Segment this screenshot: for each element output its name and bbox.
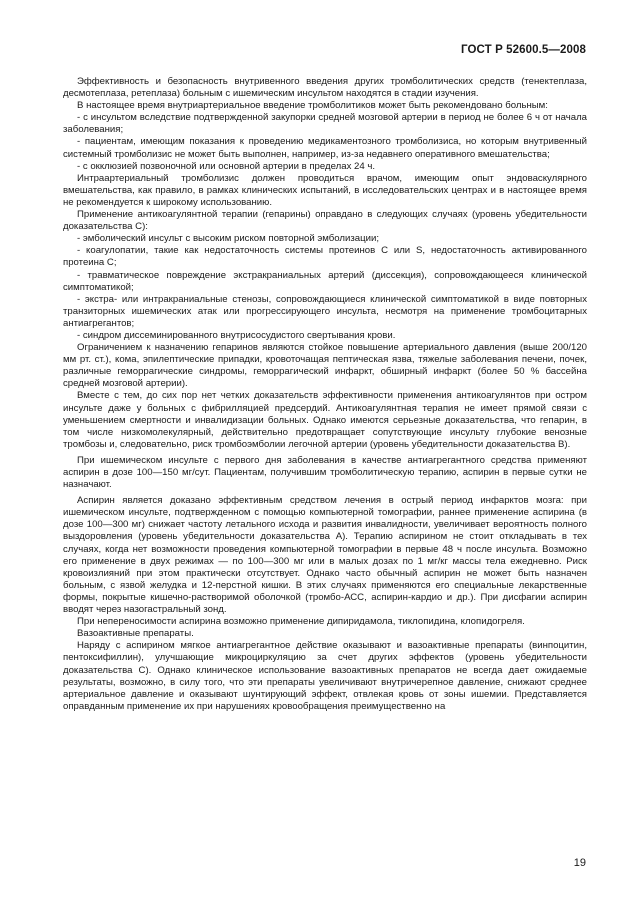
paragraph: Вместе с тем, до сих пор нет четких доказательств эффективности применения антикоагулянтов при остром инсульте даже у больных с фибрилляцией предсердий. Антикоагулянтная терапия не имеет прямой связи с уменьшением смертности и инвалидизации больных. Однако имеются серьезные доказательства, что гепарин, в том числе низкомолекулярный, действительно предотвращает сопутствующие инсульту глубокие венозные тромбозы и, следовательно, риск тромбоэмболии легочной артерии (уровень убедительности доказательства В). (63, 390, 587, 450)
paragraph: Интраартериальный тромболизис должен проводиться врачом, имеющим опыт эндоваскулярного вмешательства, как правило, в рамках клинических испытаний, в исследовательских центрах и в настоящее время не рекомендуется к широкому использованию. (63, 172, 587, 208)
paragraph: В настоящее время внутриартериальное введение тромболитиков может быть рекомендовано больным: (77, 100, 548, 112)
document-body (63, 76, 587, 713)
paragraph: - с инсультом вследствие подтвержденной закупорки средней мозговой артерии в период не более 6 ч от начала заболевания; (63, 112, 587, 136)
paragraph: Эффективность и безопасность внутривенного введения других тромболитических средств (тенектеплаза, десмотеплаза, ретеплаза) больным с ишемическим инсультом находятся в стадии изучения. (63, 76, 587, 100)
paragraph: - коагулопатии, такие как недостаточность системы протеинов С или S, недостаточность активированного протеина С; (63, 245, 587, 269)
page-number: 19 (573, 857, 586, 869)
standard-header: ГОСТ Р 52600.5—2008 (461, 44, 586, 56)
paragraph: Вазоактивные препараты. (77, 628, 194, 640)
paragraph: Наряду с аспирином мягкое антиагрегантное действие оказывают и вазоактивные препараты (винпоцитин, пентоксифиллин), улучшающие микроциркуляцию за счет других эффектов (уровень убедительности доказательства С). Однако клиническое использование вазоактивных препаратов не всегда дает ожидаемые результаты, возможно, в силу того, что эти препараты увеличивают внутричерепное давление, снижают среднее артериальное давление и оказывают шунтирующий эффект, отвлекая кровь от зоны ишемии. Представляется оправданным применение их при нарушениях кровообращения преимущественно на (63, 640, 587, 712)
paragraph: - синдром диссеминированного внутрисосудистого свертывания крови. (77, 329, 396, 341)
paragraph: - эмболический инсульт с высоким риском повторной эмболизации; (77, 233, 379, 245)
paragraph: При ишемическом инсульте с первого дня заболевания в качестве антиагрегантного средства применяют аспирин в дозе 100—150 мг/сут. Пациентам, получившим тромболитическую терапию, аспирин в первые сутки не назначают. (63, 454, 587, 491)
paragraph: Аспирин является доказано эффективным средством лечения в острый период инфарктов мозга: при ишемическом инсульте, подтвержденном с помощью компьютерной томографии, раннее применение аспирина (в дозе 100—300 мг) снижает частоту летального исхода и развития инвалидности, увеличивает вероятность полного выздоровления (уровень убедительности доказательства А). Терапию аспирином не стоит откладывать в тех случаях, когда нет возможности проведения компьютерной томографии в первые 48 ч после инсульта. Возможно его применение в двух режимах — по 100—300 мг или в малых дозах по 1 мг/кг массы тела ежедневно. Риск кровоизлияний при этом практически отсутствует. Однако часто обычный аспирин не может быть назначен больным, с язвой желудка и 12-перстной кишки. В этих случаях применяются его специальные лекарственные формы, покрытые кишечно-растворимой оболочкой (тромбо-АСС, аспирин-кардио и др.). При дисфагии аспирин вводят через назогастральный зонд. (63, 495, 587, 616)
paragraph: - с окклюзией позвоночной или основной артерии в пределах 24 ч. (77, 160, 376, 172)
paragraph: При непереносимости аспирина возможно применение дипиридамола, тиклопидина, клопидогреля. (77, 616, 525, 628)
paragraph: Применение антикоагулянтной терапии (гепарины) оправдано в следующих случаях (уровень убедительности доказательства С): (63, 209, 587, 233)
paragraph: - экстра- или интракраниальные стенозы, сопровождающиеся клинической симптоматикой в виде повторных транзиторных ишемических атак или прогрессирующего инсульта, несмотря на применение тромбоцитарных антиагрегантов; (63, 293, 587, 329)
paragraph: - пациентам, имеющим показания к проведению медикаментозного тромболизиса, но которым внутривенный системный тромболизис не может быть выполнен, например, из-за недавнего оперативного вмешательства; (63, 136, 587, 160)
paragraph: Ограничением к назначению гепаринов являются стойкое повышение артериального давления (выше 200/120 мм рт. ст.), кома, эпилептические припадки, кровоточащая пептическая язва, тяжелые заболевания печени, почек, различные геморрагические синдромы, геморрагический инфаркт, обширный инфаркт (более 50 % бассейна средней мозговой артерии). (63, 342, 587, 390)
paragraph: - травматическое повреждение экстракраниальных артерий (диссекция), сопровождающееся клинической симптоматикой; (63, 269, 587, 293)
